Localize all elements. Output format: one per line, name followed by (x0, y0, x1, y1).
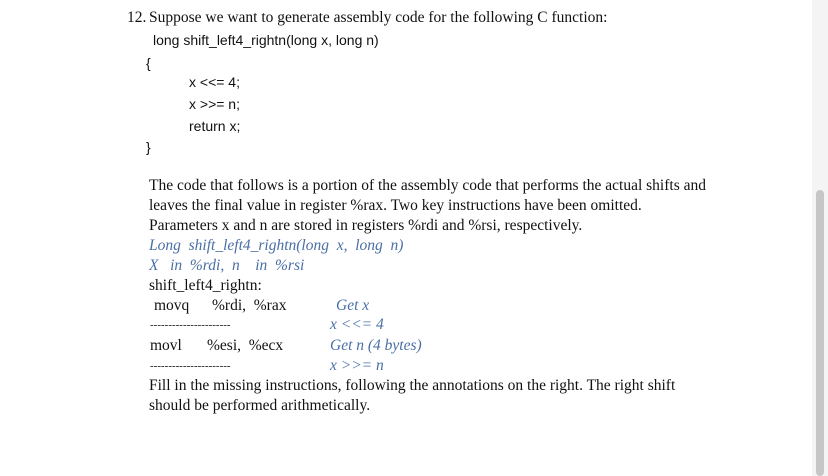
annotation-registers: X in %rdi, n in %rsi (149, 257, 305, 274)
question-number: 12. (127, 9, 147, 26)
description-line-1: The code that follows is a portion of the assembly code that performs the actual shifts and (149, 177, 706, 194)
c-function-signature: long shift_left4_rightn(long x, long n) (153, 32, 379, 48)
asm-row-2-blank: ---------------------- (150, 319, 231, 331)
asm-row-3-instr: movl (150, 337, 182, 354)
asm-row-1-operands: %rdi, %rax (212, 297, 287, 314)
c-close-brace: } (146, 139, 151, 155)
c-code-line-2: x >>= n; (189, 96, 240, 112)
asm-row-3-comment: Get n (4 bytes) (330, 337, 422, 354)
footer-line-2: should be performed arithmetically. (149, 397, 371, 414)
assembly-label: shift_left4_rightn: (149, 277, 262, 294)
question-prompt: Suppose we want to generate assembly code for the following C function: (149, 9, 608, 26)
description-line-2: leaves the final value in register %rax. Two key instructions have been omitted. (149, 197, 642, 214)
vertical-scrollbar[interactable] (812, 0, 828, 476)
annotation-signature: Long shift_left4_rightn(long x, long n) (149, 237, 404, 254)
c-code-line-1: x <<= 4; (189, 74, 240, 90)
asm-row-1-comment: Get x (336, 297, 370, 314)
c-open-brace: { (146, 55, 151, 71)
scrollbar-thumb[interactable] (816, 190, 824, 476)
asm-row-4-comment: x >>= n (330, 357, 384, 374)
asm-row-1-instr: movq (154, 297, 190, 314)
c-code-line-3: return x; (189, 118, 241, 134)
asm-row-2-comment: x <<= 4 (330, 316, 384, 333)
asm-row-4-blank: ---------------------- (150, 360, 231, 372)
asm-row-3-operands: %esi, %ecx (207, 337, 284, 354)
footer-line-1: Fill in the missing instructions, following the annotations on the right. The right shift (149, 377, 676, 394)
description-line-3: Parameters x and n are stored in registers %rdi and %rsi, respectively. (149, 217, 583, 234)
